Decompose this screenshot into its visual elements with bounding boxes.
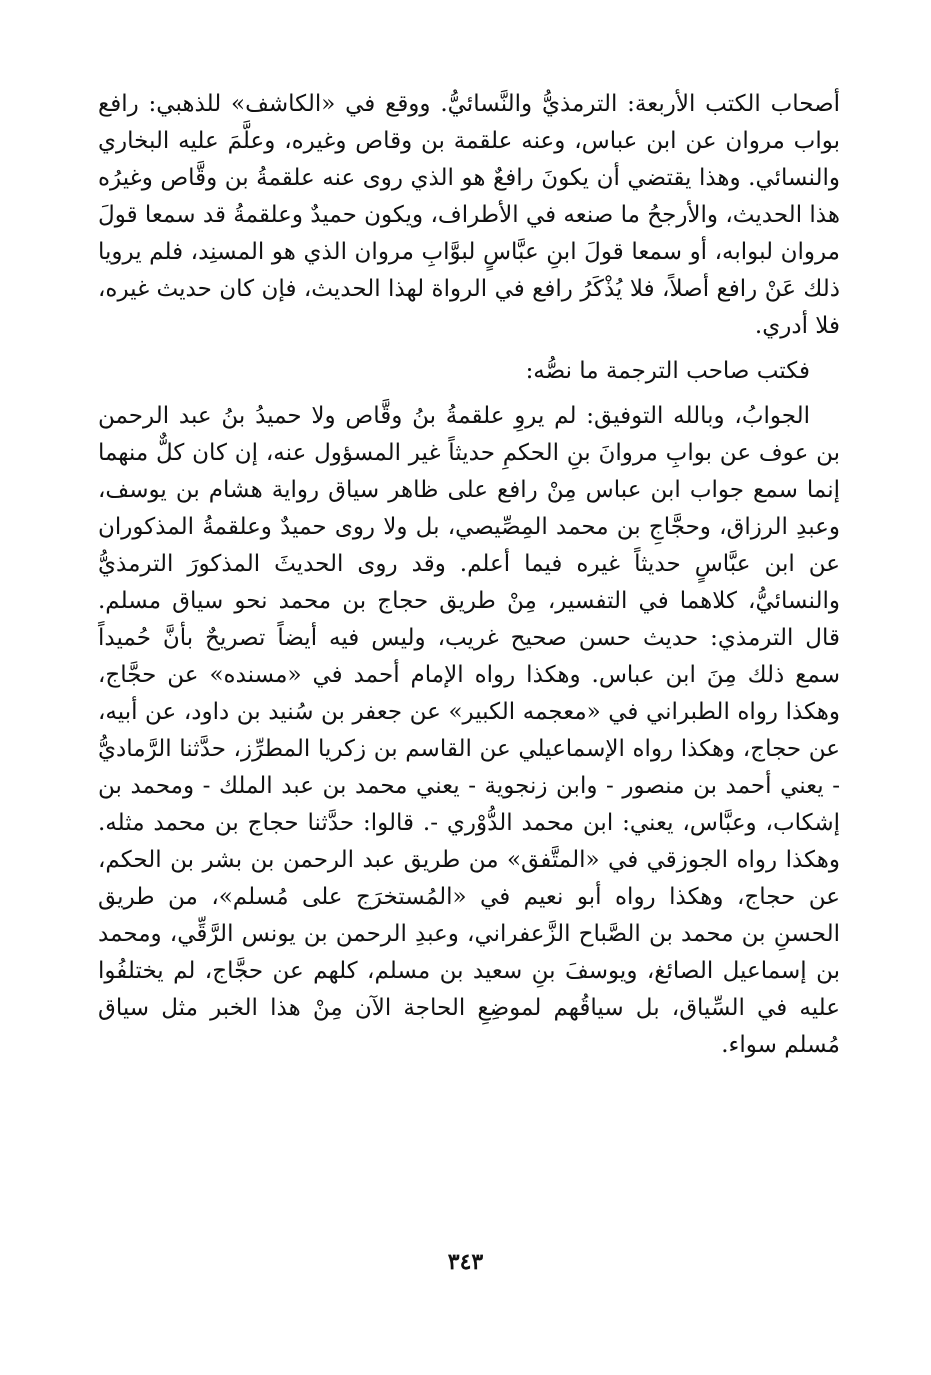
paragraph-answer: الجوابُ، وبالله التوفيق: لم يروِ علقمةُ بنُ وقَّاص ولا حميدُ بنُ عبد الرحمن بن عوف عن بوابِ مروانَ بنِ الحكمِ حديثاً غير المسؤول عنه، إن كان كلٌّ منهما إنما سمع جواب ابن عباس مِنْ رافع على ظاهر سياق رواية هشام بن يوسف، وعبدِ الرزاق، وحجَّاجِ بن محمد المِصِّيصي، بل ولا روى حميدٌ وعلقمةُ المذكوران عن ابن عبَّاسٍ حديثاً غيره فيما أعلم. وقد روى الحديثَ المذكورَ الترمذيُّ والنسائيُّ، كلاهما في التفسير، مِنْ طريق حجاج بن محمد نحو سياق مسلم. قال الترمذي: حديث حسن صحيح غريب، وليس فيه أيضاً تصريحٌ بأنَّ حُميداً سمع ذلك مِنَ ابن عباس. وهكذا رواه الإمام أحمد في «مسنده» عن حجَّاج، وهكذا رواه الطبراني في «معجمه الكبير» عن جعفر بن سُنيد بن داود، عن أبيه، عن حجاج، وهكذا رواه الإسماعيلي عن القاسم بن زكريا المطرِّز، حدَّثنا الرَّماديُّ - يعني أحمد بن منصور - وابن زنجوية - يعني محمد بن عبد الملك - ومحمد بن إشكاب، وعبَّاس، يعني: ابن محمد الدُّوْري -. قالوا: حدَّثنا حجاج بن محمد مثله. وهكذا رواه الجوزقي في «المتَّفق» من طريق عبد الرحمن بن بشر بن الحكم، عن حجاج، وهكذا رواه أبو نعيم في «المُستخرَج على مُسلم»، من طريق الحسنِ بن محمد بن الصَّباح الزَّعفراني، وعبدِ الرحمن بن يونس الرَّقِّي، ومحمد بن إسماعيل الصائغ، ويوسفَ بنِ سعيد بن مسلم، كلهم عن حجَّاج، لم يختلفُوا عليه في السِّياق، بل سياقُهم لموضِعِ الحاجة الآن مِنْ هذا الخبر مثل سياق مُسلم سواء.	[98, 403, 840, 1058]
paragraph-intro: أصحاب الكتب الأربعة: الترمذيُّ والنَّسائيُّ. ووقع في «الكاشف» للذهبي: رافع بواب مروان عن ابن عباس، وعنه علقمة بن وقاص وغيره، وعلَّمَ عليه البخاري والنسائي. وهذا يقتضي أن يكونَ رافعٌ هو الذي روى عنه علقمةُ بن وقَّاص وغيرُه هذا الحديث، والأرجحُ ما صنعه في الأطراف، ويكون حميدٌ وعلقمةُ قد سمعا قولَ مروان لبوابه، أو سمعا قولَ ابنِ عبَّاسٍ لبوَّابِ مروان الذي هو المسنِد، فلم يرويا ذلك عَنْ رافع أصلاً، فلا يُذْكَرُ رافع في الرواة لهذا الحديث، فإن كان حديث غيره، فلا أدري.	[98, 91, 840, 339]
document-page	[98, 86, 840, 1366]
page-number: ٣٤٣	[447, 1249, 484, 1275]
paragraph-reply-heading: فكتب صاحب الترجمة ما نصُّه:	[525, 358, 810, 384]
